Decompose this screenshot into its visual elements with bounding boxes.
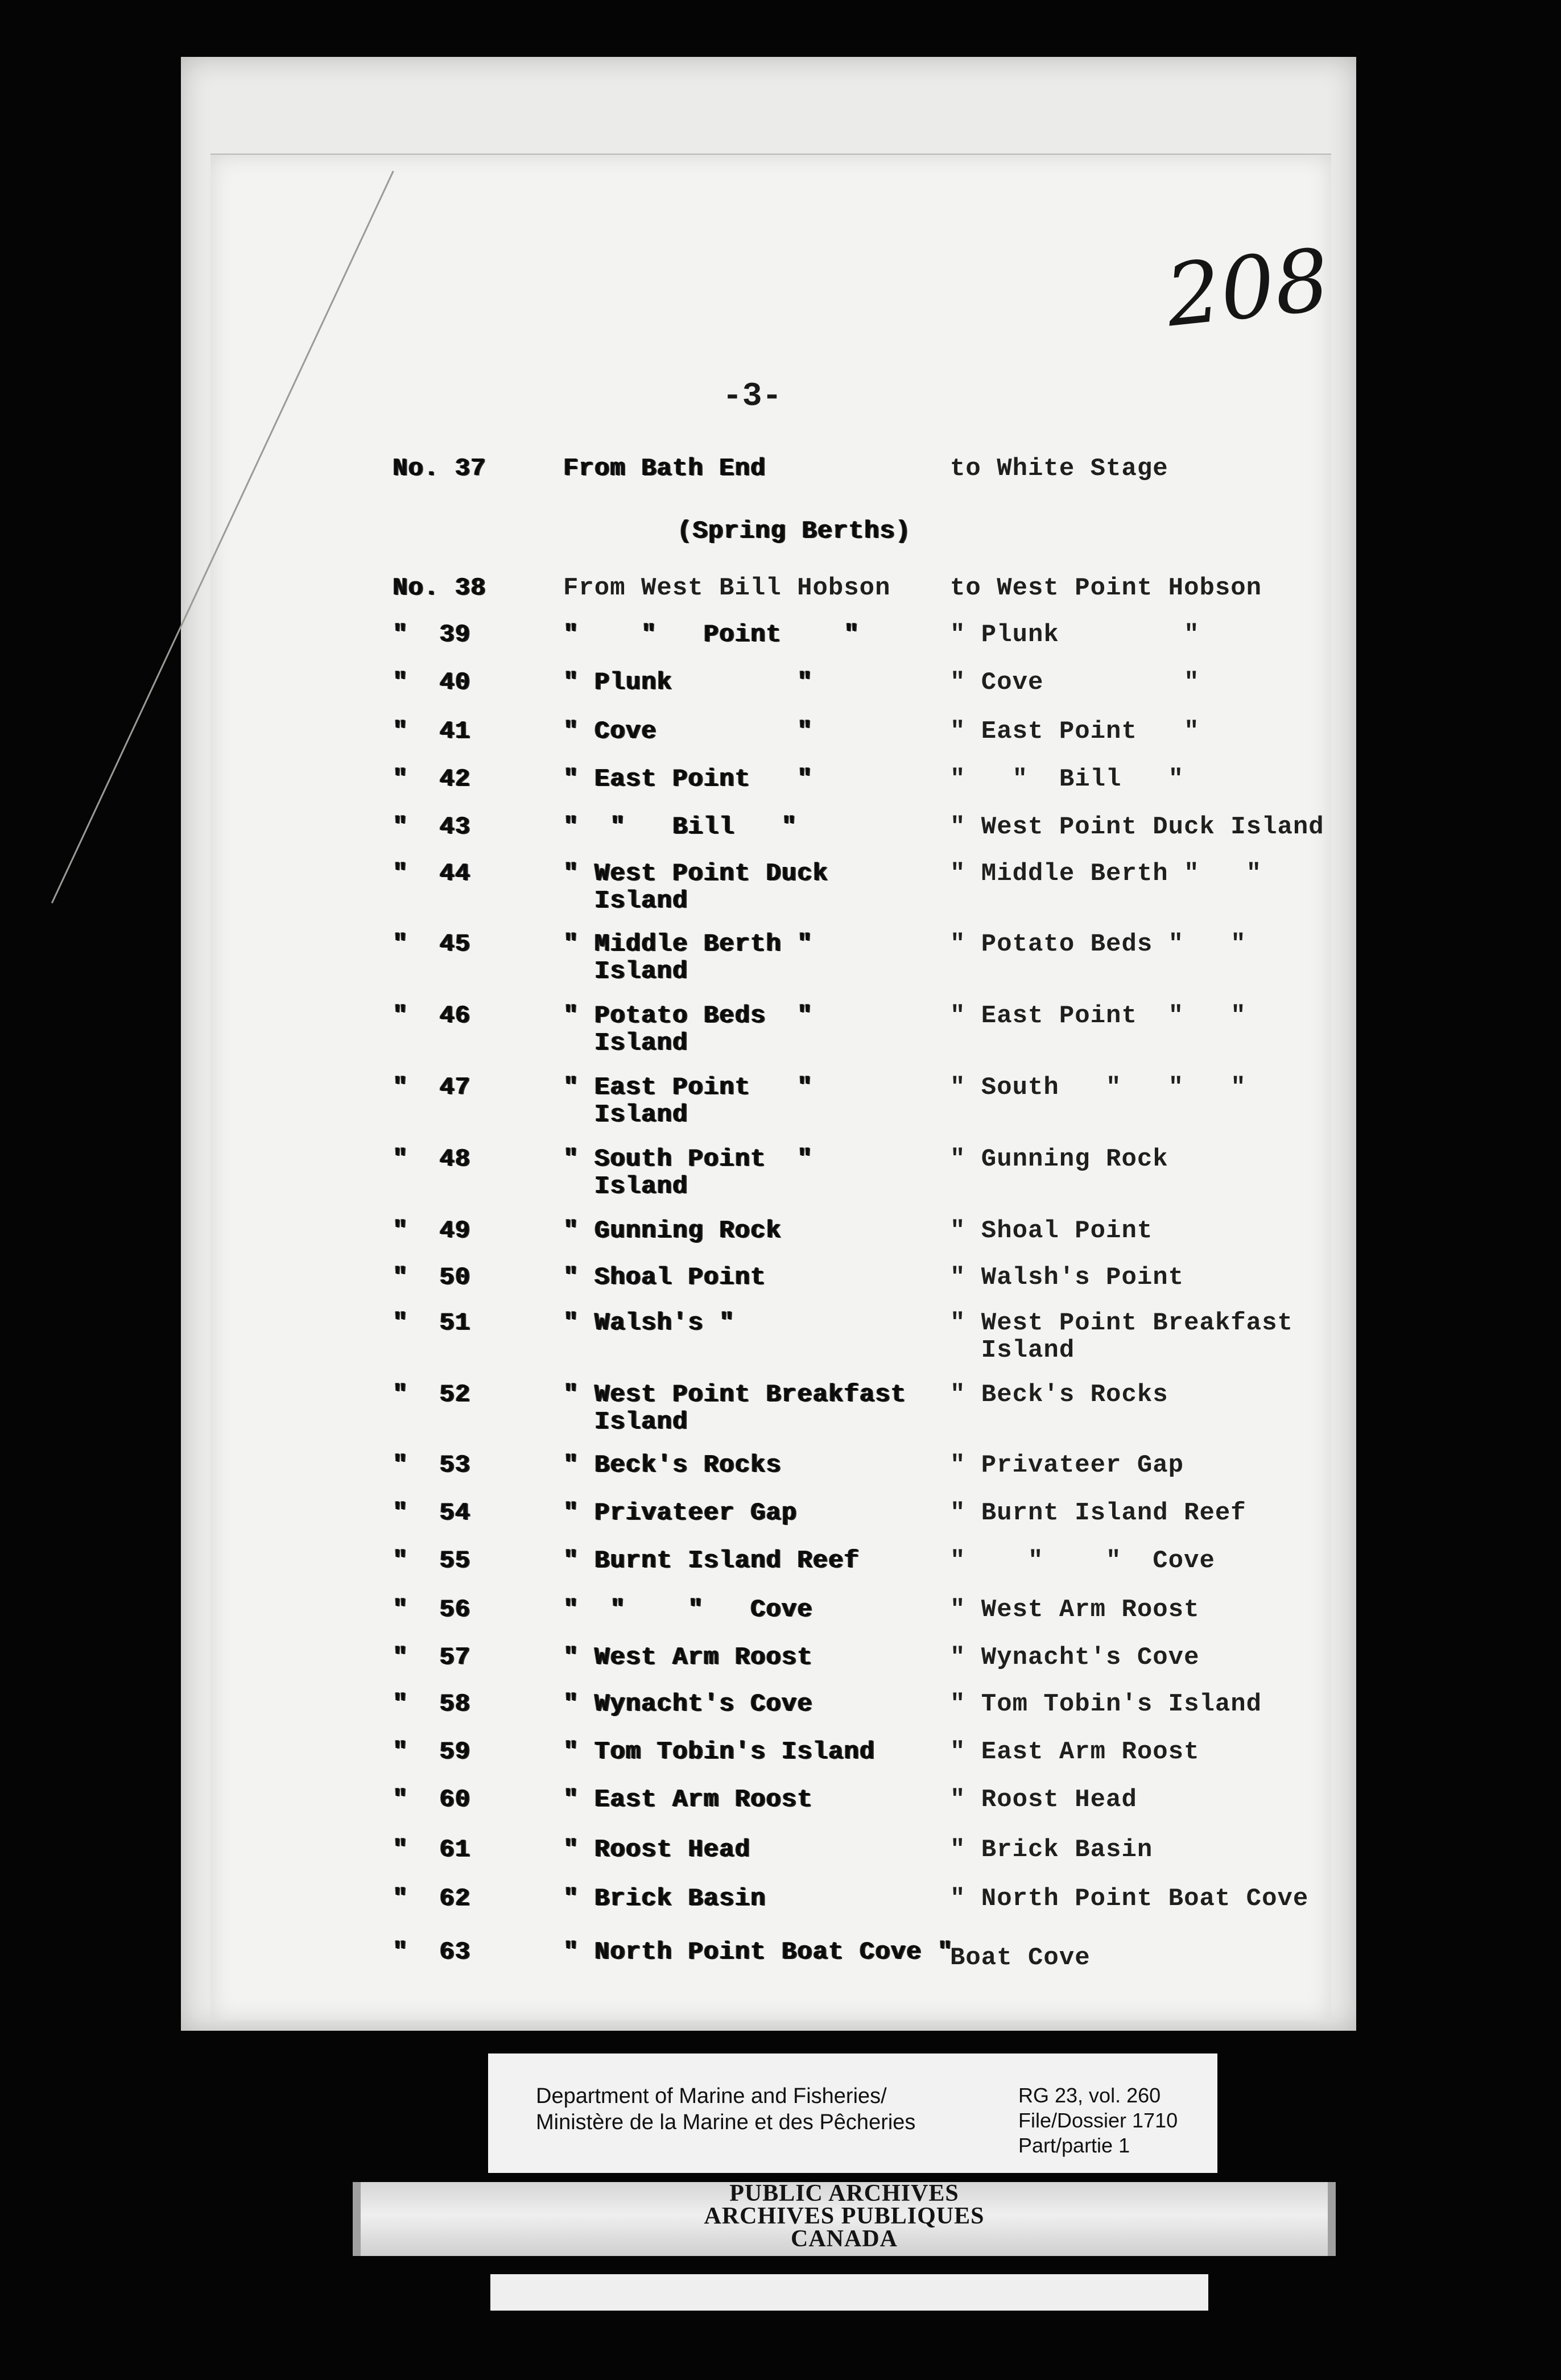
entry-number: " 62 [393,1885,471,1913]
entry-to: Boat Cove [950,1944,1091,1972]
entry-from: " Walsh's " [563,1309,735,1337]
handwritten-page-number: 208 [1161,230,1334,346]
entry-from: " " Point " [563,621,860,649]
entry-to: " " " Cove [950,1547,1215,1575]
entry-from: " East Point " [563,765,813,794]
entry-to: " East Point " [950,717,1200,746]
entry-from: " Potato Beds " Island [563,1002,813,1057]
entry-to: " Privateer Gap [950,1451,1184,1480]
entry-from: " Shoal Point [563,1263,766,1292]
entry-from: " East Point " Island [563,1073,813,1129]
entry-number: " 58 [393,1690,471,1718]
entry-number: " 43 [393,813,471,841]
entry-to: " North Point Boat Cove [950,1885,1309,1913]
entry-number: " 61 [393,1836,471,1864]
entry-from: " Plunk " [563,668,813,697]
entry-from: " North Point Boat Cove " [563,1938,953,1966]
entry-number: " 51 [393,1309,471,1337]
entry-to: " Middle Berth " " [950,860,1262,888]
entry-from: " West Point Breakfast Island [563,1381,906,1436]
entry-to: to West Point Hobson [950,574,1262,602]
entry-to: " Shoal Point [950,1217,1153,1245]
entry-number: " 47 [393,1073,471,1102]
entry-to: " Brick Basin [950,1836,1153,1864]
entry-from: " West Arm Roost [563,1643,813,1672]
banner-line-2: ARCHIVES PUBLIQUES [704,2203,985,2229]
entry-number: " 41 [393,717,471,746]
header-entry-from: From Bath End [563,454,766,483]
entry-to: " West Point Duck Island [950,813,1324,841]
entry-number: " 56 [393,1596,471,1624]
header-entry-number: No. 37 [393,454,486,483]
entry-number: " 63 [393,1938,471,1966]
entry-number: " 53 [393,1451,471,1480]
part-number: Part/partie 1 [1018,2134,1130,2157]
entry-from: " South Point " Island [563,1145,813,1201]
header-entry-to: to White Stage [950,454,1168,483]
entry-to: " " Bill " [950,765,1184,794]
public-archives-banner [353,2182,1336,2256]
entry-from: " Beck's Rocks [563,1451,782,1480]
entry-from: " Gunning Rock [563,1217,782,1245]
entry-to: " Potato Beds " " [950,930,1246,958]
entry-to: " Burnt Island Reef [950,1499,1246,1527]
entry-from: " Middle Berth " Island [563,930,813,986]
entry-from: " Burnt Island Reef [563,1547,860,1575]
entry-from: " Privateer Gap [563,1499,798,1527]
entry-number: " 45 [393,930,471,958]
entry-to: " West Arm Roost [950,1596,1200,1624]
entry-from: " Tom Tobin's Island [563,1738,876,1766]
entry-number: " 39 [393,621,471,649]
file-number: File/Dossier 1710 [1018,2109,1178,2132]
archive-reference-label [488,2053,1217,2173]
department-english: Department of Marine and Fisheries/ [536,2084,887,2108]
entry-to: " West Point Breakfast Island [950,1309,1293,1365]
entry-to: " Plunk " [950,621,1200,649]
entry-number: " 54 [393,1499,471,1527]
entry-to: " South " " " [950,1073,1246,1102]
entry-to: " East Point " " [950,1002,1246,1030]
subheading: (Spring Berths) [677,517,911,546]
entry-number: " 44 [393,860,471,888]
entry-to: " Walsh's Point [950,1263,1184,1292]
record-group: RG 23, vol. 260 [1018,2084,1161,2107]
entry-number: " 59 [393,1738,471,1766]
entry-from: " East Arm Roost [563,1786,813,1814]
entry-to: " Beck's Rocks [950,1381,1168,1409]
banner-line-3: CANADA [791,2226,898,2252]
entry-from: " " Bill " [563,813,798,841]
entry-number: " 55 [393,1547,471,1575]
entry-number: No. 38 [393,574,486,602]
entry-number: " 60 [393,1786,471,1814]
entry-number: " 57 [393,1643,471,1672]
entry-number: " 49 [393,1217,471,1245]
entry-to: " Cove " [950,668,1200,697]
entry-number: " 40 [393,668,471,697]
entry-to: " Gunning Rock [950,1145,1168,1174]
entry-number: " 42 [393,765,471,794]
entry-number: " 52 [393,1381,471,1409]
entry-from: " " " Cove [563,1596,813,1624]
banner-line-1: PUBLIC ARCHIVES [729,2180,959,2207]
blank-label-strip [490,2274,1208,2311]
entry-to: " East Arm Roost [950,1738,1200,1766]
entry-to: " Tom Tobin's Island [950,1690,1262,1718]
entry-to: " Roost Head [950,1786,1137,1814]
entry-from: " Brick Basin [563,1885,766,1913]
page-mark: -3- [722,378,782,415]
entry-number: " 46 [393,1002,471,1030]
entry-from: From West Bill Hobson [563,574,891,602]
entry-from: " West Point Duck Island [563,860,828,915]
entry-number: " 50 [393,1263,471,1292]
entry-from: " Cove " [563,717,813,746]
entry-from: " Roost Head [563,1836,750,1864]
entry-number: " 48 [393,1145,471,1174]
department-french: Ministère de la Marine et des Pêcheries [536,2110,916,2134]
entry-from: " Wynacht's Cove [563,1690,813,1718]
entry-to: " Wynacht's Cove [950,1643,1200,1672]
